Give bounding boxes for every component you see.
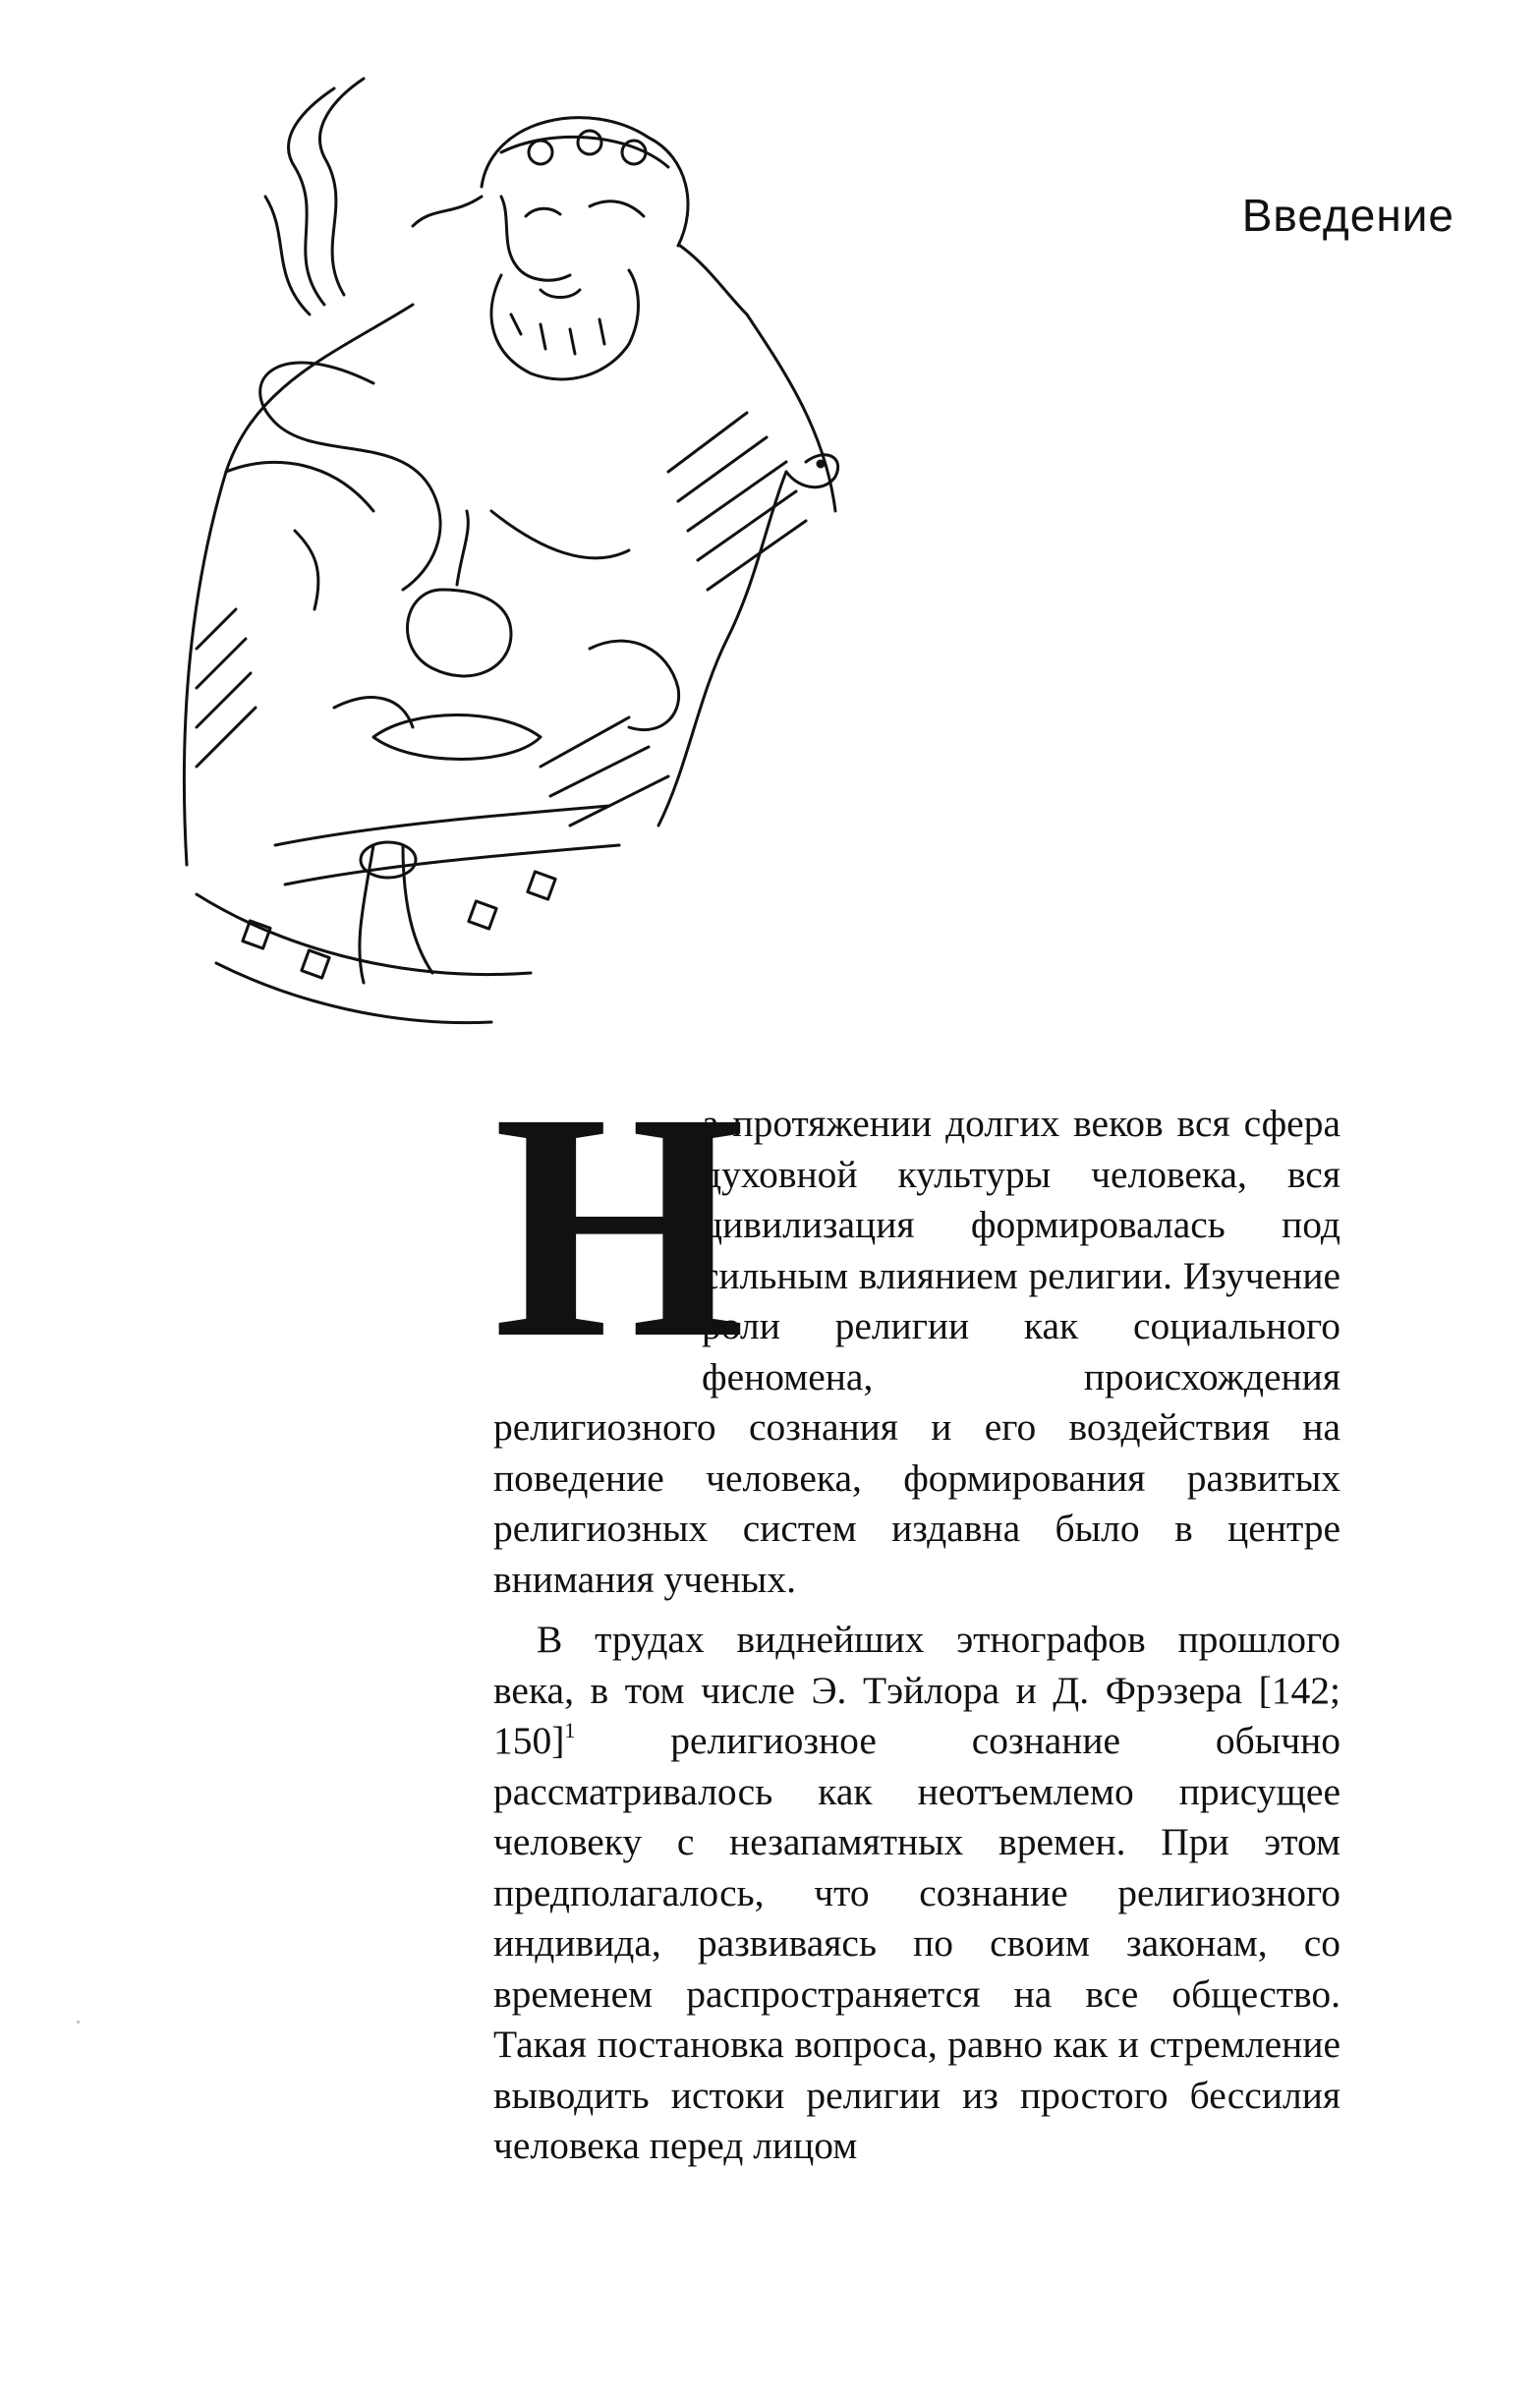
paragraph-2-rest: религиозное сознание обычно рассматривалось как неотъемлемо присущее человеку с незапамятных времен. При этом предполагалось, что сознание религиозного индивида, развиваясь по своим законам, со временем распространяется на все общество. Такая постановка вопроса, равно как и стремление выводить истоки религии из простого бессилия человека перед лицом bbox=[493, 1719, 1340, 2167]
paragraph-2-start: В трудах виднейших этнографов прошлого века, в том числе Э. Тэйлора и Д. Фрэзера [142; 150] bbox=[493, 1618, 1340, 1762]
footnote-marker[interactable]: 1 bbox=[564, 1718, 576, 1742]
margin-speck bbox=[77, 2021, 80, 2024]
body-text bbox=[493, 1047, 1340, 2172]
sage-with-vessel-and-serpent-illustration bbox=[79, 59, 845, 1042]
paragraph-1: а протяжении долгих веков вся сфера духовной культуры человека, вся цивилизация формировалась под сильным влиянием религии. Изучение роли религии как социального феномена, происхождения религиозного сознания и его воздействия на поведение человека, формирования развитых религиозных систем издавна было в центре внимания ученых. bbox=[493, 1102, 1340, 1601]
paragraph-2 bbox=[493, 1615, 1340, 2172]
section-title: Введение bbox=[1241, 190, 1454, 241]
sage-illustration bbox=[79, 59, 845, 1042]
drop-cap: Н bbox=[493, 1047, 746, 1405]
first-paragraph-block bbox=[493, 1047, 1340, 1605]
